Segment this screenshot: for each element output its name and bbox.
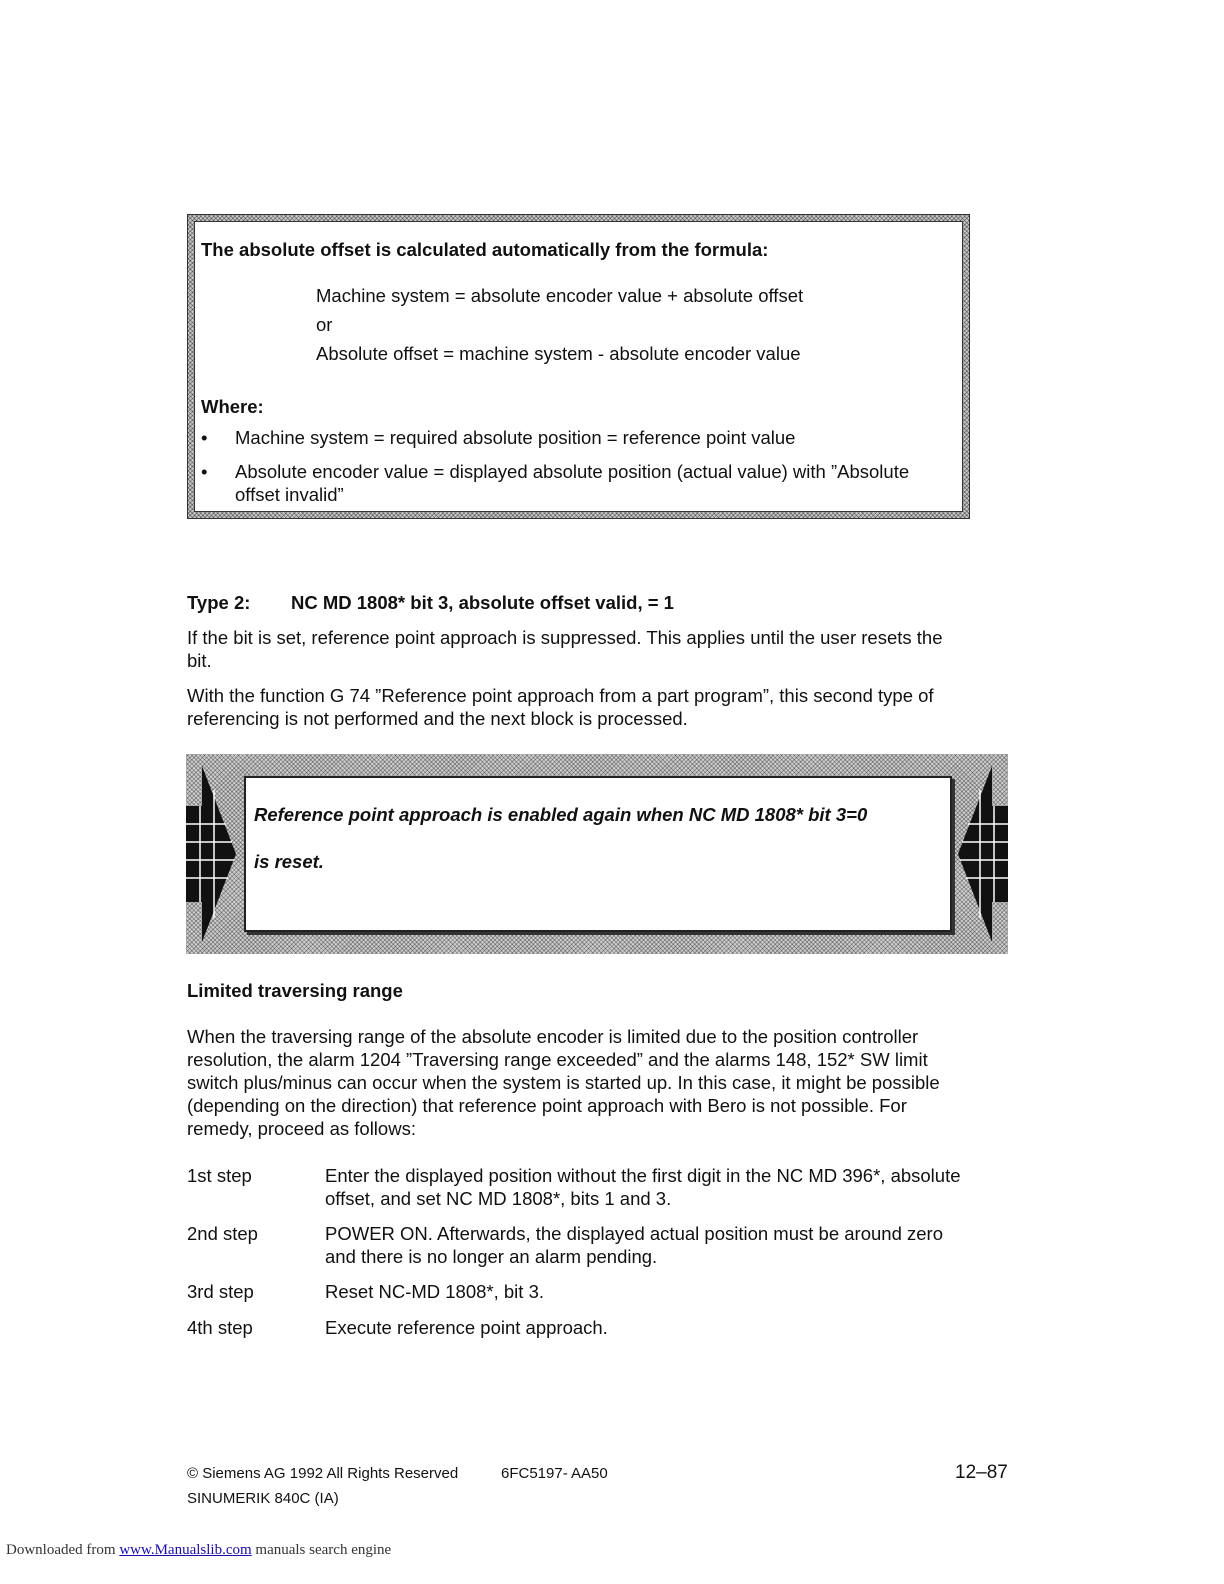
footer-order-number: 6FC5197- AA50 (501, 1465, 608, 1482)
formula-line-1: Machine system = absolute encoder value + absolute offset (316, 285, 804, 306)
type2-label: Type 2: (187, 592, 251, 613)
manualslib-link[interactable]: www.Manualslib.com (119, 1542, 252, 1558)
limited-line-2: resolution, the alarm 1204 ”Traversing range exceeded” and the alarms 148, 152* SW limit (187, 1049, 928, 1070)
type2-para1-line1: If the bit is set, reference point approach is suppressed. This applies until the user resets the (187, 627, 943, 648)
footer-product: SINUMERIK 840C (IA) (187, 1490, 339, 1507)
type2-para1-line2: bit. (187, 650, 212, 671)
warning-line-1: Reference point approach is enabled again when NC MD 1808* bit 3=0 (254, 804, 868, 825)
download-suffix: manuals search engine (255, 1542, 392, 1558)
type2-para2-line1: With the function G 74 ”Reference point approach from a part program”, this second type of (187, 685, 934, 706)
type2-para2-line2: referencing is not performed and the next block is processed. (187, 708, 688, 729)
bullet-marker: • (201, 461, 208, 482)
bullet-text-2-cont: offset invalid” (235, 484, 344, 505)
step-text-3-line1: Reset NC-MD 1808*, bit 3. (325, 1281, 545, 1302)
bullet-text-2: Absolute encoder value = displayed absolute position (actual value) with ”Absolute (235, 461, 910, 482)
type2-title: NC MD 1808* bit 3, absolute offset valid, = 1 (291, 592, 674, 613)
step-label-3: 3rd step (187, 1281, 254, 1302)
step-label-4: 4th step (187, 1317, 253, 1338)
limited-line-4: (depending on the direction) that reference point approach with Bero is not possible. For (187, 1095, 907, 1116)
step-text-2-line1: POWER ON. Afterwards, the displayed actual position must be around zero (325, 1223, 943, 1244)
formula-heading: The absolute offset is calculated automatically from the formula: (201, 239, 769, 260)
formula-line-3: Absolute offset = machine system - absolute encoder value (316, 343, 801, 364)
bullet-text-1: Machine system = required absolute position = reference point value (235, 427, 796, 448)
step-label-2: 2nd step (187, 1223, 258, 1244)
step-label-1: 1st step (187, 1165, 252, 1186)
limited-line-1: When the traversing range of the absolute encoder is limited due to the position controller (187, 1026, 919, 1047)
step-text-4-line1: Execute reference point approach. (325, 1317, 608, 1338)
limited-line-5: remedy, proceed as follows: (187, 1118, 416, 1139)
arrow-right-icon (186, 766, 238, 942)
bullet-marker: • (201, 427, 208, 448)
download-footer (6, 1542, 391, 1559)
limited-heading: Limited traversing range (187, 980, 403, 1001)
limited-line-3: switch plus/minus can occur when the system is started up. In this case, it might be possible (187, 1072, 940, 1093)
footer-copyright: © Siemens AG 1992 All Rights Reserved (187, 1465, 459, 1482)
step-text-2-line2: and there is no longer an alarm pending. (325, 1246, 658, 1267)
step-text-1-line2: offset, and set NC MD 1808*, bits 1 and 3. (325, 1188, 672, 1209)
warning-line-2: is reset. (254, 851, 324, 872)
where-label: Where: (201, 396, 264, 417)
formula-line-or: or (316, 314, 333, 335)
download-prefix: Downloaded from (6, 1542, 116, 1558)
footer-page-number: 12–87 (955, 1462, 1008, 1483)
warning-box (244, 776, 952, 932)
arrow-left-icon (956, 766, 1008, 942)
step-text-1-line1: Enter the displayed position without the first digit in the NC MD 396*, absolute (325, 1165, 961, 1186)
